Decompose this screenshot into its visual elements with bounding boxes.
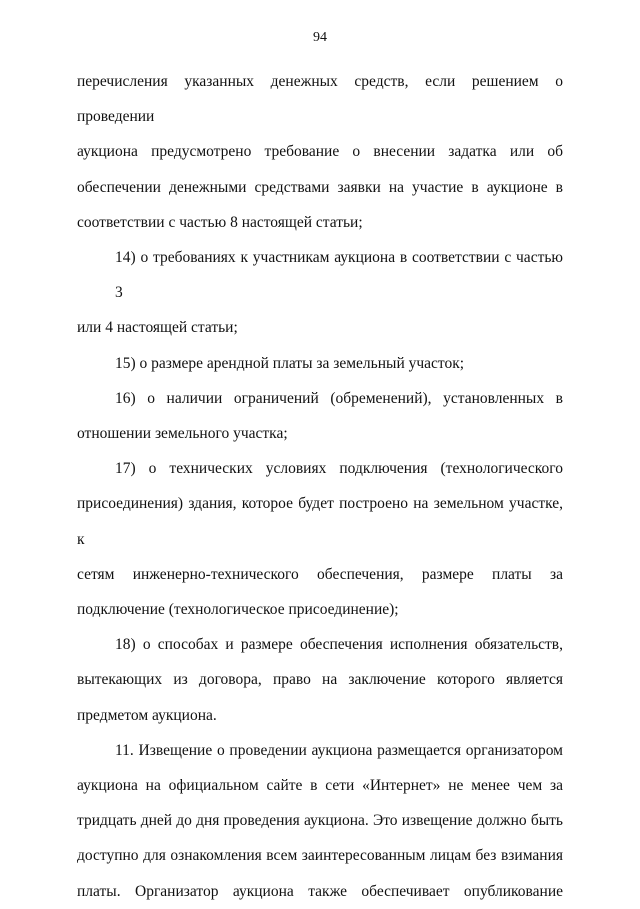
text-line: отношении земельного участка; xyxy=(77,425,288,443)
paragraph-clause-11 xyxy=(77,733,563,909)
text-line: платы. Организатор аукциона также обеспечивает опубликование xyxy=(77,882,563,900)
text-line: перечисления указанных денежных средств, если решением о проведении xyxy=(77,73,563,126)
text-line: 15) о размере арендной платы за земельный участок; xyxy=(115,354,465,372)
text-line: обеспечении денежными средствами заявки на участие в аукционе в xyxy=(77,178,563,196)
text-line: присоединения) здания, которое будет построено на земельном участке, к xyxy=(77,495,563,548)
paragraph-item-17 xyxy=(77,451,563,627)
text-line: 18) о способах и размере обеспечения исполнения обязательств, xyxy=(115,636,563,654)
document-body xyxy=(77,64,563,909)
text-line: тридцать дней до дня проведения аукциона. Это извещение должно быть xyxy=(77,812,563,830)
text-line: доступно для ознакомления всем заинтересованным лицам без взимания xyxy=(77,847,563,865)
text-line: предметом аукциона. xyxy=(77,706,217,724)
text-line: 17) о технических условиях подключения (технологического xyxy=(115,460,563,478)
text-line: 11. Извещение о проведении аукциона размещается организатором xyxy=(115,741,563,759)
text-line: аукциона на официальном сайте в сети «Интернет» не менее чем за xyxy=(77,777,563,795)
paragraph-item-16 xyxy=(77,381,563,451)
paragraph-item-14 xyxy=(77,240,563,346)
text-line: вытекающих из договора, право на заключение которого является xyxy=(77,671,563,689)
page-number: 94 xyxy=(313,30,327,45)
text-line: сетям инженерно-технического обеспечения, размере платы за xyxy=(77,565,563,583)
paragraph-continuation xyxy=(77,64,563,240)
text-line: аукциона предусмотрено требование о внесении задатка или об xyxy=(77,143,563,161)
text-line: соответствии с частью 8 настоящей статьи; xyxy=(77,213,363,231)
text-line: 14) о требованиях к участникам аукциона в соответствии с частью 3 xyxy=(115,249,563,302)
text-line: подключение (технологическое присоединение); xyxy=(77,601,399,619)
paragraph-item-18 xyxy=(77,627,563,733)
text-line: или 4 настоящей статьи; xyxy=(77,319,238,337)
text-line: 16) о наличии ограничений (обременений), установленных в xyxy=(115,389,563,407)
paragraph-item-15 xyxy=(77,346,563,381)
